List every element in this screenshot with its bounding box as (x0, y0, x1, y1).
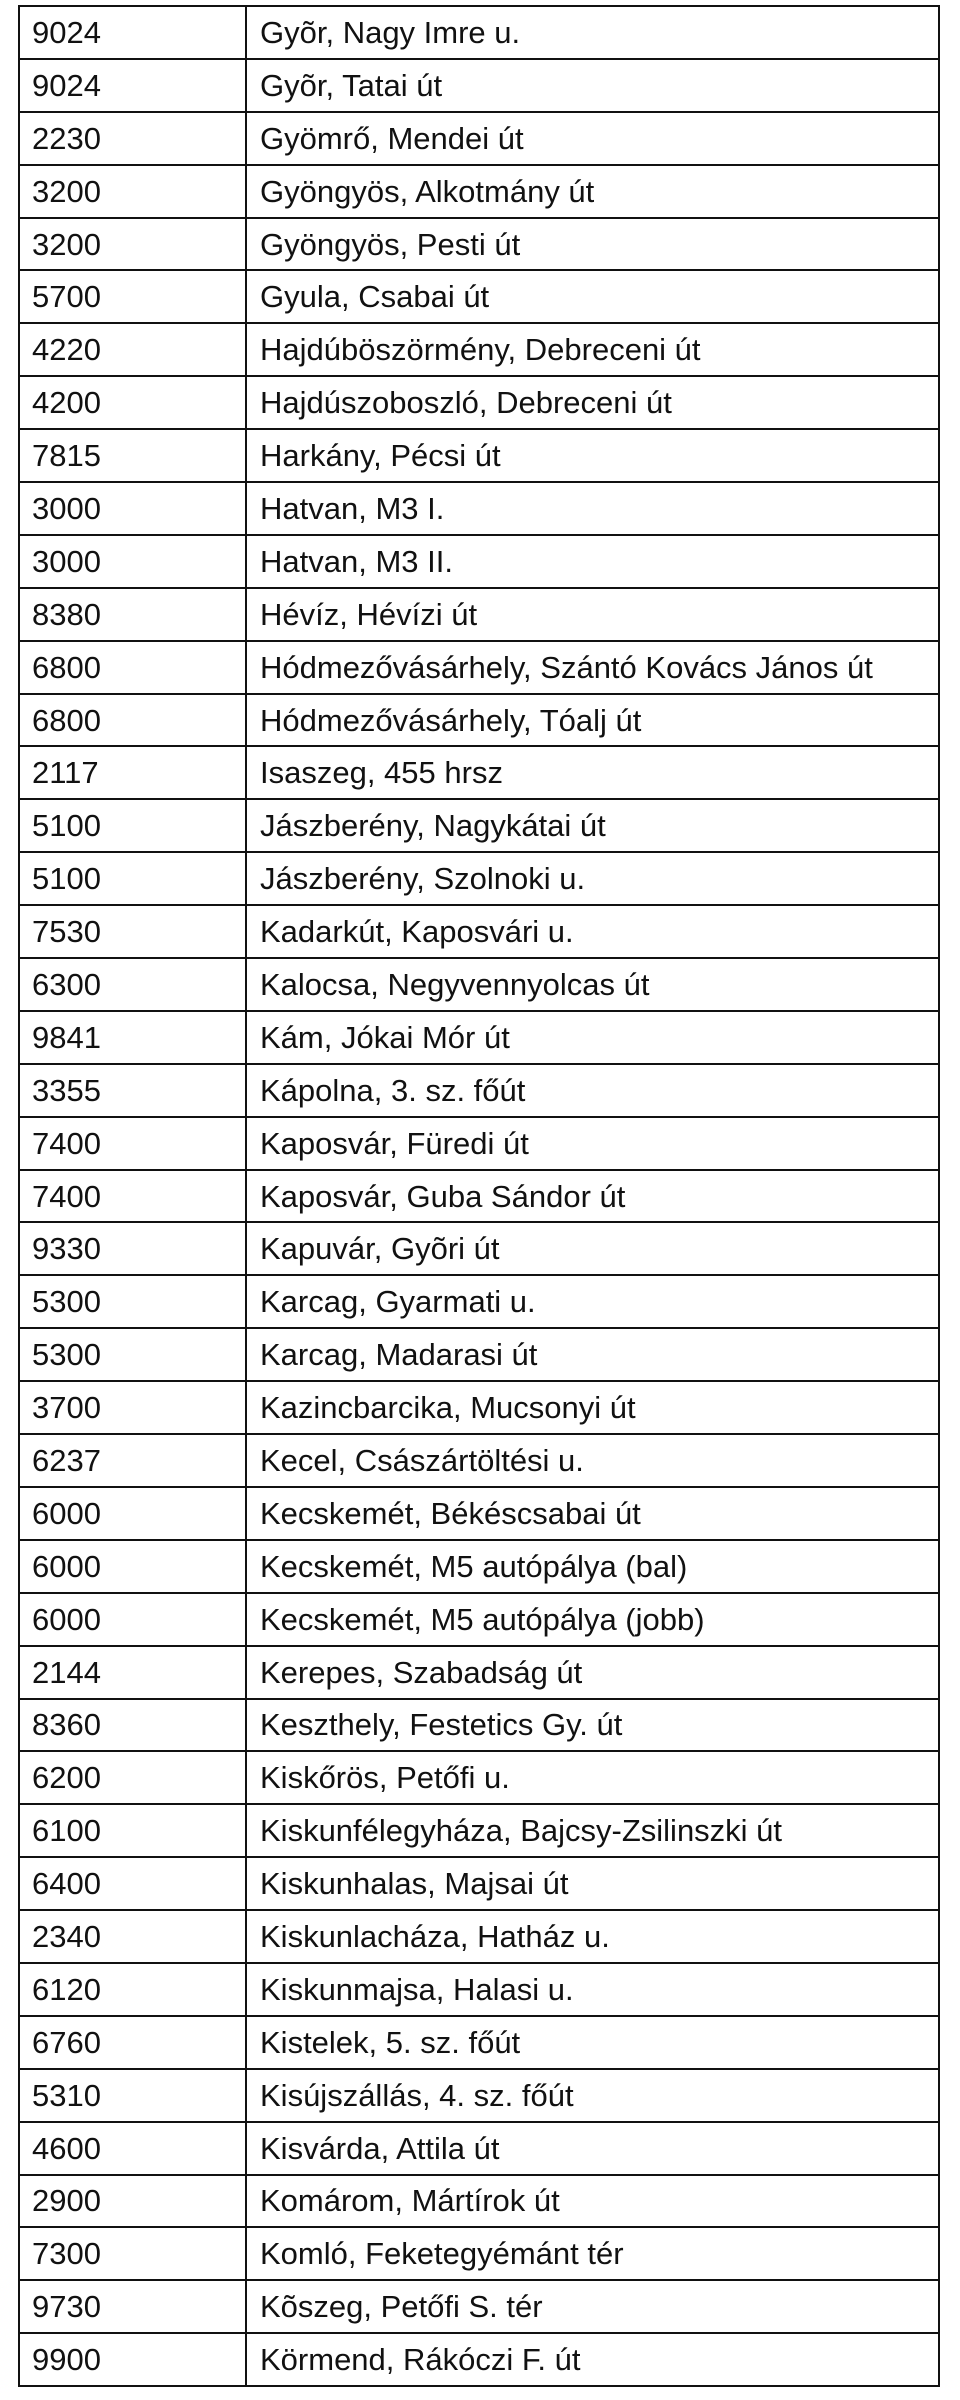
zip-code-cell: 5300 (19, 1328, 246, 1381)
zip-code-cell: 2230 (19, 112, 246, 165)
zip-code-cell: 4600 (19, 2122, 246, 2175)
table-row (19, 1804, 939, 1857)
zip-code-cell: 2144 (19, 1646, 246, 1699)
zip-code-cell: 6100 (19, 1804, 246, 1857)
address-cell: Komárom, Mártírok út (246, 2175, 939, 2228)
table-row (19, 1857, 939, 1910)
table-row (19, 1593, 939, 1646)
table-body (19, 6, 939, 2386)
address-cell: Kõszeg, Petőfi S. tér (246, 2280, 939, 2333)
address-cell: Kiskunlacháza, Hatház u. (246, 1910, 939, 1963)
address-cell: Kistelek, 5. sz. főút (246, 2016, 939, 2069)
zip-code-cell: 6120 (19, 1963, 246, 2016)
table-row (19, 641, 939, 694)
address-cell: Kecel, Császártöltési u. (246, 1434, 939, 1487)
table-row (19, 1011, 939, 1064)
zip-code-cell: 7400 (19, 1117, 246, 1170)
address-cell: Kapuvár, Gyõri út (246, 1222, 939, 1275)
zip-code-cell: 3000 (19, 482, 246, 535)
zip-code-cell: 2900 (19, 2175, 246, 2228)
zip-code-cell: 6800 (19, 694, 246, 747)
table-row (19, 112, 939, 165)
zip-code-cell: 7530 (19, 905, 246, 958)
table-row (19, 588, 939, 641)
table-row (19, 59, 939, 112)
address-cell: Hatvan, M3 II. (246, 535, 939, 588)
table-row (19, 1434, 939, 1487)
zip-code-cell: 7300 (19, 2227, 246, 2280)
table-row (19, 2016, 939, 2069)
table-row (19, 852, 939, 905)
table-row (19, 1963, 939, 2016)
address-table (18, 5, 940, 2387)
table-row (19, 1751, 939, 1804)
zip-code-cell: 6000 (19, 1487, 246, 1540)
zip-code-cell: 6200 (19, 1751, 246, 1804)
table-row (19, 905, 939, 958)
zip-code-cell: 6237 (19, 1434, 246, 1487)
zip-code-cell: 6300 (19, 958, 246, 1011)
table-row (19, 2122, 939, 2175)
table-row (19, 746, 939, 799)
address-cell: Kaposvár, Füredi út (246, 1117, 939, 1170)
zip-code-cell: 9330 (19, 1222, 246, 1275)
zip-code-cell: 7815 (19, 429, 246, 482)
address-cell: Kadarkút, Kaposvári u. (246, 905, 939, 958)
table-row (19, 2333, 939, 2386)
address-cell: Kisújszállás, 4. sz. főút (246, 2069, 939, 2122)
table-row (19, 2175, 939, 2228)
address-cell: Körmend, Rákóczi F. út (246, 2333, 939, 2386)
zip-code-cell: 7400 (19, 1170, 246, 1223)
zip-code-cell: 5100 (19, 852, 246, 905)
table-row (19, 1699, 939, 1752)
table-row (19, 376, 939, 429)
table-row (19, 1328, 939, 1381)
address-cell: Hódmezővásárhely, Szántó Kovács János út (246, 641, 939, 694)
table-row (19, 218, 939, 271)
table-row (19, 1487, 939, 1540)
address-cell: Karcag, Gyarmati u. (246, 1275, 939, 1328)
zip-code-cell: 3700 (19, 1381, 246, 1434)
address-cell: Kazincbarcika, Mucsonyi út (246, 1381, 939, 1434)
zip-code-cell: 2117 (19, 746, 246, 799)
table-row (19, 1646, 939, 1699)
address-cell: Hódmezővásárhely, Tóalj út (246, 694, 939, 747)
table-row (19, 323, 939, 376)
zip-code-cell: 6000 (19, 1593, 246, 1646)
zip-code-cell: 9024 (19, 6, 246, 59)
address-cell: Keszthely, Festetics Gy. út (246, 1699, 939, 1752)
table-row (19, 2280, 939, 2333)
zip-code-cell: 9841 (19, 1011, 246, 1064)
zip-code-cell: 5300 (19, 1275, 246, 1328)
address-cell: Kecskemét, Békéscsabai út (246, 1487, 939, 1540)
address-cell: Gyöngyös, Alkotmány út (246, 165, 939, 218)
address-cell: Jászberény, Nagykátai út (246, 799, 939, 852)
zip-code-cell: 3200 (19, 218, 246, 271)
address-cell: Isaszeg, 455 hrsz (246, 746, 939, 799)
zip-code-cell: 6000 (19, 1540, 246, 1593)
table-row (19, 2069, 939, 2122)
address-cell: Kiskunmajsa, Halasi u. (246, 1963, 939, 2016)
address-cell: Gyömrő, Mendei út (246, 112, 939, 165)
zip-code-cell: 2340 (19, 1910, 246, 1963)
address-cell: Gyõr, Nagy Imre u. (246, 6, 939, 59)
zip-code-cell: 6800 (19, 641, 246, 694)
address-cell: Kám, Jókai Mór út (246, 1011, 939, 1064)
address-cell: Kiskunfélegyháza, Bajcsy-Zsilinszki út (246, 1804, 939, 1857)
table-row (19, 799, 939, 852)
address-cell: Kiskunhalas, Majsai út (246, 1857, 939, 1910)
table-row (19, 1910, 939, 1963)
zip-code-cell: 8380 (19, 588, 246, 641)
table-row (19, 165, 939, 218)
table-row (19, 1222, 939, 1275)
table-row (19, 958, 939, 1011)
table-row (19, 429, 939, 482)
address-cell: Gyöngyös, Pesti út (246, 218, 939, 271)
zip-code-cell: 9024 (19, 59, 246, 112)
zip-code-cell: 9730 (19, 2280, 246, 2333)
address-cell: Kisvárda, Attila út (246, 2122, 939, 2175)
address-cell: Karcag, Madarasi út (246, 1328, 939, 1381)
address-cell: Kerepes, Szabadság út (246, 1646, 939, 1699)
zip-code-cell: 5310 (19, 2069, 246, 2122)
zip-code-cell: 5700 (19, 270, 246, 323)
address-cell: Hatvan, M3 I. (246, 482, 939, 535)
address-cell: Kiskőrös, Petőfi u. (246, 1751, 939, 1804)
table-row (19, 482, 939, 535)
zip-code-cell: 9900 (19, 2333, 246, 2386)
address-cell: Jászberény, Szolnoki u. (246, 852, 939, 905)
zip-code-cell: 3000 (19, 535, 246, 588)
table-row (19, 270, 939, 323)
table-row (19, 1170, 939, 1223)
table-row (19, 1117, 939, 1170)
zip-code-cell: 3355 (19, 1064, 246, 1117)
address-cell: Hévíz, Hévízi út (246, 588, 939, 641)
zip-code-cell: 6400 (19, 1857, 246, 1910)
zip-code-cell: 6760 (19, 2016, 246, 2069)
address-cell: Gyõr, Tatai út (246, 59, 939, 112)
zip-code-cell: 8360 (19, 1699, 246, 1752)
address-cell: Gyula, Csabai út (246, 270, 939, 323)
zip-code-cell: 4220 (19, 323, 246, 376)
address-cell: Kápolna, 3. sz. főút (246, 1064, 939, 1117)
address-cell: Kecskemét, M5 autópálya (jobb) (246, 1593, 939, 1646)
table-row (19, 1381, 939, 1434)
table-row (19, 535, 939, 588)
table-row (19, 1540, 939, 1593)
table-row (19, 1064, 939, 1117)
table-row (19, 2227, 939, 2280)
zip-code-cell: 3200 (19, 165, 246, 218)
zip-code-cell: 4200 (19, 376, 246, 429)
address-cell: Komló, Feketegyémánt tér (246, 2227, 939, 2280)
address-cell: Hajdúböszörmény, Debreceni út (246, 323, 939, 376)
table-row (19, 6, 939, 59)
zip-code-cell: 5100 (19, 799, 246, 852)
address-cell: Kaposvár, Guba Sándor út (246, 1170, 939, 1223)
address-cell: Hajdúszoboszló, Debreceni út (246, 376, 939, 429)
address-cell: Kalocsa, Negyvennyolcas út (246, 958, 939, 1011)
address-cell: Kecskemét, M5 autópálya (bal) (246, 1540, 939, 1593)
address-cell: Harkány, Pécsi út (246, 429, 939, 482)
table-row (19, 1275, 939, 1328)
table-row (19, 694, 939, 747)
